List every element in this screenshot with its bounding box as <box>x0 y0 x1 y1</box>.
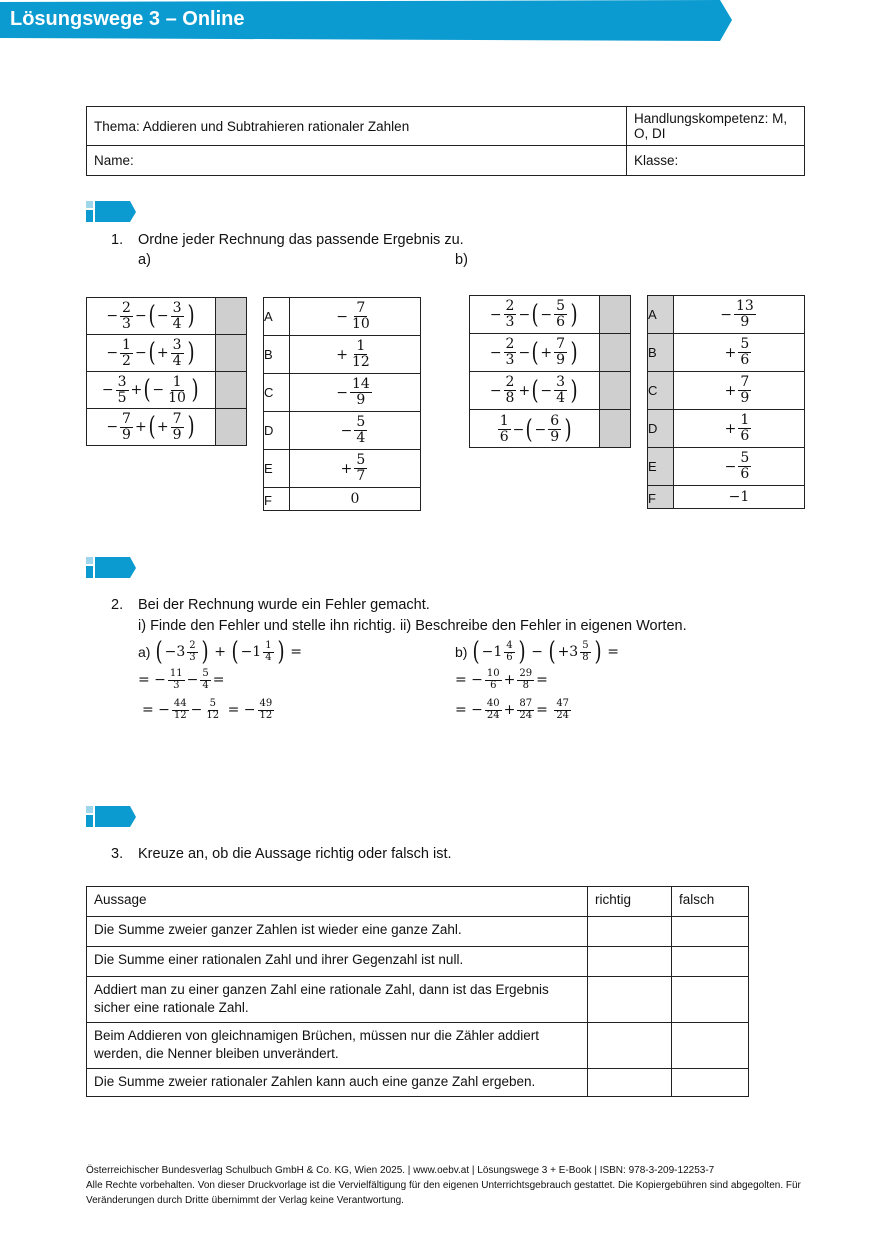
result-label: B <box>264 336 290 374</box>
section-marker-icon <box>86 557 136 579</box>
answer-box[interactable] <box>216 409 247 446</box>
banner-title: Lösungswege 3 – Online <box>10 8 245 30</box>
banner-label: Arbeitsblatt <box>764 8 876 30</box>
task2-line2: i) Finde den Fehler und stelle ihn richtig. ii) Beschreibe den Fehler in eigenen Worten. <box>138 618 687 634</box>
task1a-result-table <box>263 297 421 511</box>
result-label: B <box>648 334 674 372</box>
statement-table <box>86 886 749 1097</box>
header-false: falsch <box>672 887 749 917</box>
footer-line1: Österreichischer Bundesverlag Schulbuch GmbH & Co. KG, Wien 2025. | www.oebv.at | Lösungswege 3 + E-Book | ISBN: 978-3-209-12253-7 <box>86 1165 715 1176</box>
true-checkbox[interactable] <box>588 947 672 977</box>
result-label: D <box>264 412 290 450</box>
task2-number: 2. <box>111 597 124 613</box>
task1b-calc-4: 1 6 − ( − 6 9 ) <box>470 410 600 448</box>
task1a-calc-table <box>86 297 247 446</box>
result-value: + 7 9 <box>674 372 805 410</box>
task2a-line2: = − 11 3 − 5 4 = <box>138 668 225 691</box>
false-checkbox[interactable] <box>672 917 749 947</box>
false-checkbox[interactable] <box>672 1069 749 1097</box>
result-label: C <box>264 374 290 412</box>
answer-box[interactable] <box>216 372 247 409</box>
result-label: E <box>648 448 674 486</box>
answer-box[interactable] <box>600 372 631 410</box>
result-value: + 5 6 <box>674 334 805 372</box>
footer-line2: Alle Rechte vorbehalten. Von dieser Druckvorlage ist die Vervielfältigung für den eigenen Unterrichtsgebrauch gestattet. Die Kopiergebühren sind abgegolten. Für Veränderungen durch Dritte übernimmt der Verlag keine Verantwortung. <box>86 1180 801 1206</box>
answer-box[interactable] <box>216 335 247 372</box>
name-cell[interactable]: Name: <box>87 146 627 176</box>
result-value: − 5 6 <box>674 448 805 486</box>
task1-text: Ordne jeder Rechnung das passende Ergebnis zu. <box>138 232 464 248</box>
task2b-line3: = − 40 24 + 87 24 = 47 24 <box>455 698 570 721</box>
result-value: − 7 10 <box>290 298 421 336</box>
result-label: E <box>264 450 290 488</box>
result-value: − 13 9 <box>674 296 805 334</box>
answer-box[interactable] <box>600 296 631 334</box>
task1a-calc-1: − 2 3 − ( − 3 4 ) <box>87 298 216 335</box>
false-checkbox[interactable] <box>672 977 749 1023</box>
statement-text: Die Summe zweier ganzer Zahlen ist wieder eine ganze Zahl. <box>87 917 588 947</box>
statement-text: Beim Addieren von gleichnamigen Brüchen, müssen nur die Zähler addiert werden, die Nenner bleiben unverändert. <box>87 1023 588 1069</box>
result-value: − 14 9 <box>290 374 421 412</box>
competence-cell: Handlungskompetenz: M, O, DI <box>627 107 805 146</box>
result-value: + 1 12 <box>290 336 421 374</box>
statement-text: Die Summe zweier rationaler Zahlen kann auch eine ganze Zahl ergeben. <box>87 1069 588 1097</box>
result-label: A <box>648 296 674 334</box>
task3-text: Kreuze an, ob die Aussage richtig oder falsch ist. <box>138 846 452 862</box>
result-value: − 5 4 <box>290 412 421 450</box>
task1a-calc-4: − 7 9 + ( + 7 9 ) <box>87 409 216 446</box>
result-value: + 1 6 <box>674 410 805 448</box>
task1a-calc-3: − 3 5 + ( − 1 10 ) <box>87 372 216 409</box>
section-marker-icon <box>86 806 136 828</box>
task1a-calc-2: − 1 2 − ( + 3 4 ) <box>87 335 216 372</box>
result-value: + 5 7 <box>290 450 421 488</box>
task2b-line2: = − 10 6 + 29 8 = <box>455 668 548 691</box>
task2a-line3: = − 44 12 − 5 12 = − 49 12 <box>142 698 273 721</box>
result-label: F <box>264 488 290 511</box>
task2a-line1: a) ( −3 2 3 ) + ( −1 1 4 ) = <box>138 637 302 667</box>
answer-box[interactable] <box>600 334 631 372</box>
task1b-calc-2: − 2 3 − ( + 7 9 ) <box>470 334 600 372</box>
statement-text: Addiert man zu einer ganzen Zahl eine rationale Zahl, dann ist das Ergebnis sicher eine rationale Zahl. <box>87 977 588 1023</box>
result-label: D <box>648 410 674 448</box>
footer <box>86 1163 806 1208</box>
answer-box[interactable] <box>600 410 631 448</box>
result-label: A <box>264 298 290 336</box>
header-true: richtig <box>588 887 672 917</box>
task1b-result-table <box>647 295 805 509</box>
info-table <box>86 106 805 176</box>
task2-line1: Bei der Rechnung wurde ein Fehler gemacht. <box>138 597 430 613</box>
task1-label-a: a) <box>138 252 151 268</box>
task1b-calc-3: − 2 8 + ( − 3 4 ) <box>470 372 600 410</box>
section-marker-icon <box>86 201 136 223</box>
topic-cell: Thema: Addieren und Subtrahieren rationaler Zahlen <box>87 107 627 146</box>
false-checkbox[interactable] <box>672 947 749 977</box>
true-checkbox[interactable] <box>588 977 672 1023</box>
task1-label-b: b) <box>455 252 468 268</box>
task2b-line1: b) ( −1 4 6 ) − ( +3 5 8 ) = <box>455 637 619 667</box>
true-checkbox[interactable] <box>588 1069 672 1097</box>
result-value: −1 <box>674 486 805 509</box>
true-checkbox[interactable] <box>588 1023 672 1069</box>
task3-number: 3. <box>111 846 124 862</box>
task1b-calc-1: − 2 3 − ( − 5 6 ) <box>470 296 600 334</box>
result-label: F <box>648 486 674 509</box>
header-banner <box>0 0 876 41</box>
true-checkbox[interactable] <box>588 917 672 947</box>
header-statement: Aussage <box>87 887 588 917</box>
task1b-calc-table <box>469 295 631 448</box>
result-label: C <box>648 372 674 410</box>
result-value: 0 <box>290 488 421 511</box>
answer-box[interactable] <box>216 298 247 335</box>
false-checkbox[interactable] <box>672 1023 749 1069</box>
statement-text: Die Summe einer rationalen Zahl und ihrer Gegenzahl ist null. <box>87 947 588 977</box>
class-cell[interactable]: Klasse: <box>627 146 805 176</box>
task1-number: 1. <box>111 232 124 248</box>
